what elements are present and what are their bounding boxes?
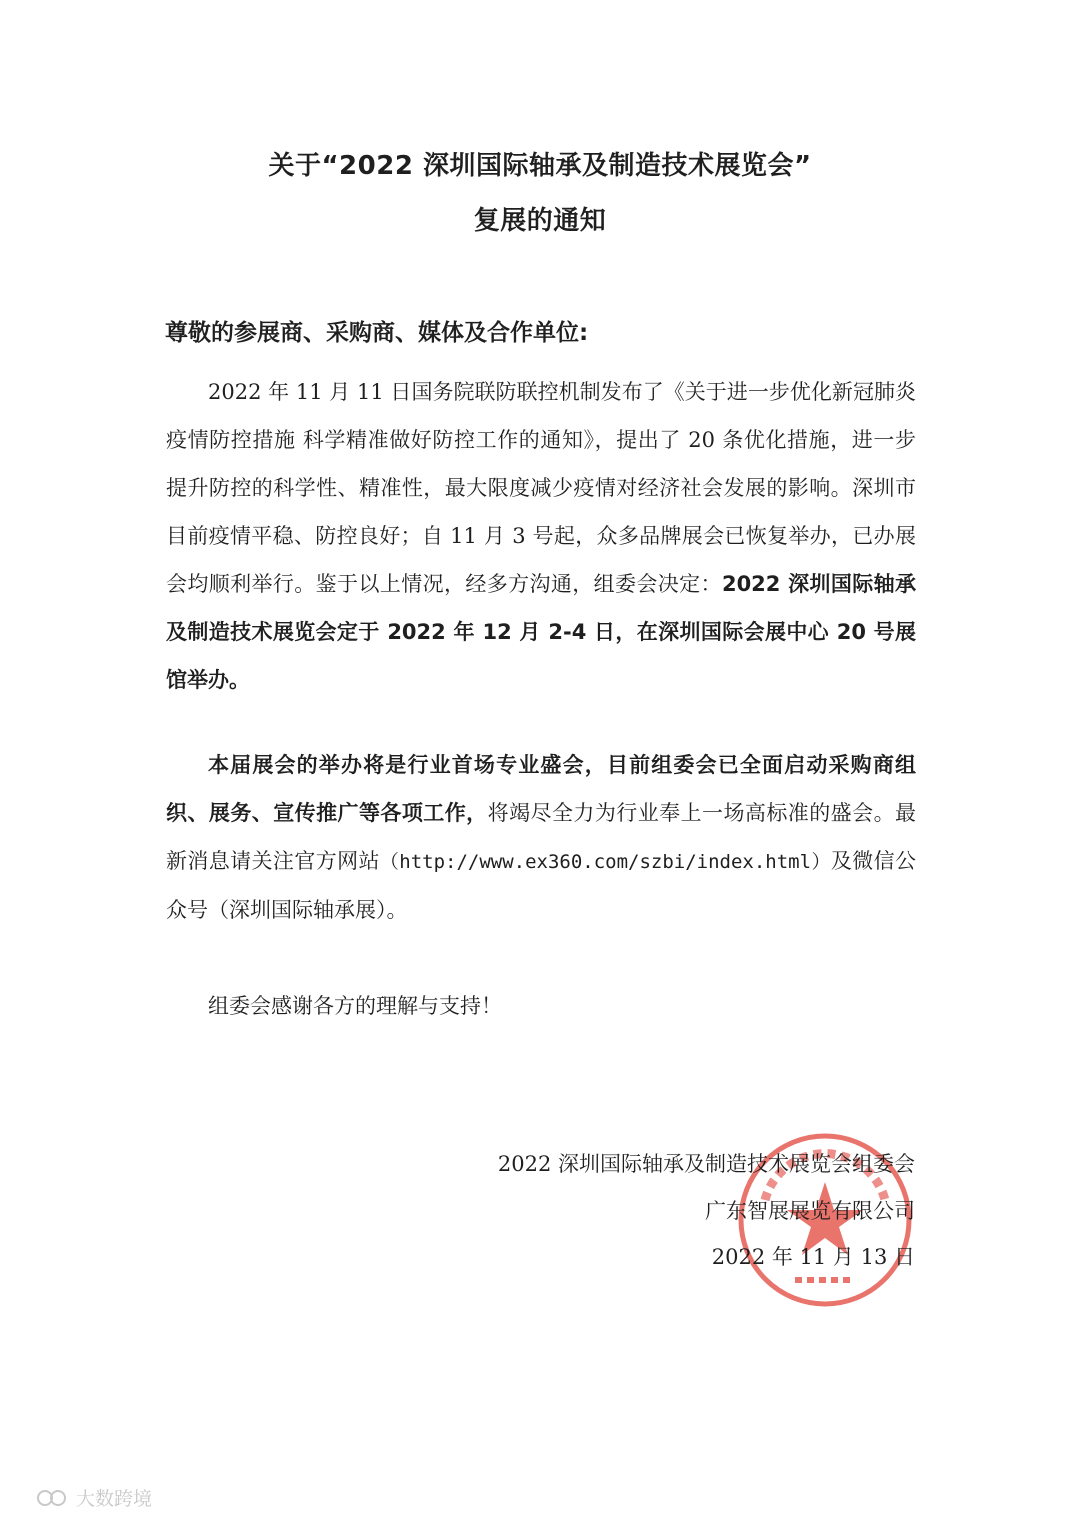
official-website-url: （http://www.ex360.com/szbi/index.html） — [379, 851, 831, 873]
paragraph-2-text: 将竭尽全力为行业奉上一场高标准的盛会。最新消息请关注官方网站 — [166, 801, 917, 873]
paragraph-3: 组委会感谢各方的理解与支持！ — [208, 994, 502, 1018]
paragraph-1-text: 2022 年 11 月 11 日国务院联防联控机制发布了《关于进一步优化新冠肺炎疫情防控措施 科学精准做好防控工作的通知》，提出了 20 条优化措施，进一步提升防控的科学性、精准性，最大限度减少疫情对经济社会发展的影响。深圳市目前疫情平稳、防控良好；自 11 月 3 号起，众多品牌展会已恢复举办，已办展会均顺利举行。鉴于以上情况，经多方沟通，组委会决定： — [166, 380, 916, 596]
signature-organizer: 2022 深圳国际轴承及制造技术展览会组委会 — [497, 1152, 915, 1176]
greeting: 尊敬的参展商、采购商、媒体及合作单位: — [165, 320, 589, 346]
notice-title-line1: 关于“2022 深圳国际轴承及制造技术展览会” — [268, 151, 812, 181]
signature-date: 2022 年 11 月 13 日 — [711, 1245, 915, 1269]
notice-title-line2: 复展的通知 — [473, 206, 607, 236]
paragraph-2-tail: 及微信公众号（深圳国际轴承展）。 — [166, 849, 917, 922]
paragraph-1 — [166, 368, 916, 704]
paragraph-2-bold: 本届展会的举办将是行业首场专业盛会，目前组委会已全面启动采购商组织、展务、宣传推广等各项工作， — [166, 753, 916, 825]
paragraph-1-bold: 2022 深圳国际轴承及制造技术展览会定于 2022 年 12 月 2-4 日，在深圳国际会展中心 20 号展馆举办。 — [166, 572, 917, 692]
watermark — [36, 1484, 152, 1511]
paragraph-2 — [166, 741, 916, 934]
signature-company: 广东智展展览有限公司 — [705, 1199, 915, 1223]
watermark-text: 大数跨境 — [76, 1488, 153, 1510]
dashuju-logo-icon — [36, 1488, 70, 1508]
